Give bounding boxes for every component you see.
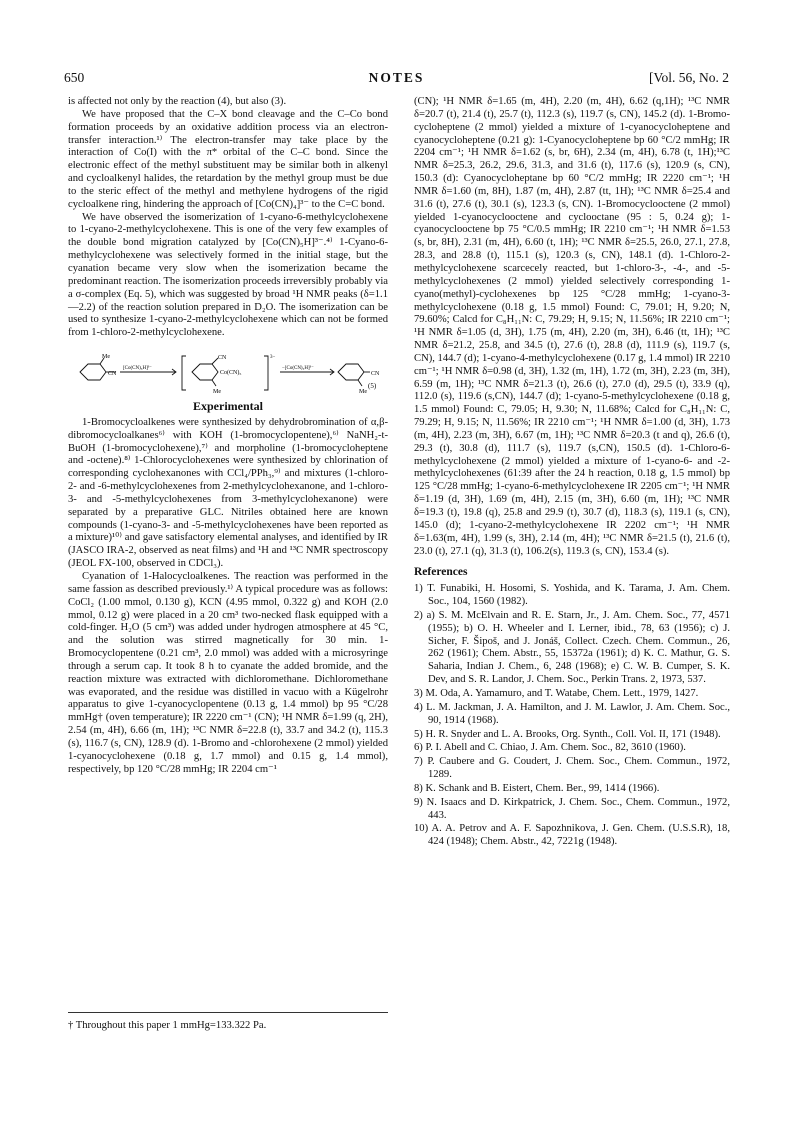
charge-label: 3− [270, 355, 276, 361]
reference-item: 5) H. R. Snyder and L. A. Brooks, Org. Synth., Coll. Vol. II, 171 (1948). [414, 728, 721, 740]
reference-item: 9) N. Isaacs and D. Kirkpatrick, J. Chem. Soc., Chem. Commun., 1972, 443. [414, 796, 730, 821]
reference-item: 10) A. A. Petrov and A. F. Sapozhnikova, J. Gen. Chem. (U.S.S.R), 18, 424 (1948); Chem. Abstr., 42, 7221g (1948). [414, 823, 730, 848]
paragraph: We have proposed that the C–X bond cleavage and the C–Co bond formation proceeds by an oxidative addition process via an electron-transfer interaction.¹⁾ The electron-transfer may take place by the interaction of Co(I) with the π* orbital of the C–C bond. Since the electronic effect of the methyl substituent may be similar both in alkenyl and cycloalkenyl halides, the retardation by the methyl group must be due to the steric effect of the methyl and methylene hydrogens of the rigid cycloalkene ring, hindering the approach of [Co(CN)₄]³⁻ to the C=C bond. [68, 108, 388, 210]
cyclohexene-ring-3 [338, 364, 364, 380]
footnote-divider [68, 1012, 388, 1013]
reference-item: 1) T. Funabiki, H. Hosomi, S. Yoshida, and K. Tarama, J. Am. Chem. Soc., 104, 1560 (1982). [414, 583, 730, 608]
volume-info: [Vol. 56, No. 2 [648, 70, 729, 85]
reference-list [414, 583, 730, 849]
right-column [414, 96, 730, 850]
reference-item: 2) a) S. M. McElvain and R. E. Starn, Jr., J. Am. Chem. Soc., 77, 4571 (1955); b) O. H. Wheeler and I. Lerner, ibid., 78, 63 (1956); c) J. Sicher, F. Šipoš, and J. Jonáš, Collect. Czech. Chem. Commun., 26, 262 (1961); Chem. Abstr., 55, 15372a (1961); d) K. C. Mathur, G. S. Saharia, Indian J. Chem., 6, 248 (1968); e) C. W. B. Cumper, S. K. Dev, and S. R. Landor, J. Chem. Soc., Perkin Trans. 2, 1973, 537. [414, 609, 730, 686]
paragraph: is affected not only by the reaction (4), but also (3). [68, 96, 287, 107]
methyl-label: Me [102, 354, 110, 361]
methyl-label: Me [359, 389, 367, 395]
catalyst-label: [Co(CN)₅H]³⁻ [123, 366, 152, 372]
paragraph: Cyanation of 1-Halocycloalkenes. The reaction was performed in the same fassion as described previously.¹⁾ A typical procedure was as follows: CoCl₂ (1.00 mmol, 0.130 g), KCN (4.95 mmol, 0.322 g) and KOH (2.0 mmol, 0.12 g) were placed in a 20 cm³ two-necked flask equipped with a cold-finger. H₂O (5 cm³) was added under hydrogen atmosphere at 45 °C, and the solution was stirred magnetically for 30 min. 1-Bromocyclopentene (0.21 cm³, 2.0 mmol) was added with a microsyringe through a serum cap. It took 8 h to cyanate the added bromide, and the reaction mixture was extracted with dichloromethane. Dichloromethane was evaporated, and the residue was distilled in vacuo with a Kügelrohr apparatus to give 1-cyanocyclopentene (0.13 g, 1.4 mmol) bp 95 °C/28 mmHg† (oven temperature); IR 2220 cm⁻¹ (CN); ¹H NMR δ=1.99 (q, 2H), 2.54 (m, 4H), 6.66 (m, 1H); ¹³C NMR δ=22.8 (t), 33.7 and 34.2 (t), 115.3 (s), 116.7 (s, CN), 128.9 (d). 1-Bromo and -chlorohexene (2 mmol) yielded 1-cyanocyclohexene (0.18 g, 1.7 mmol) and 0.15 g, 1.4 mmol), respectively, bp 120 °C/28 mmHg; IR 2204 cm⁻¹ [68, 571, 388, 775]
paragraph: (CN); ¹H NMR δ=1.65 (m, 4H), 2.20 (m, 4H), 6.62 (q,1H); ¹³C NMR δ=20.7 (t), 21.4 (t), 25.7 (t), 112.3 (s), 119.7 (s, CN), 145.2 (d). 1-Bromo-cycloheptene (2 mmol) yielded a mixture of 1-cyanocycloheptene and cyanocycloheptene (0.21 g): 1-Cyanocycloheptene bp 60 °C/2 mmHg; IR 2204 cm⁻¹; ¹H NMR δ=1.62 (s, br, 6H), 2.34 (m, 4H), 6.78 (t, 1H);¹³C NMR δ=25.3, 26.2, 29.6, 31.3, and 31.6 (t), 117.6 (s), 120.9 (s, CN), 150.3 (d): Cyanocycloheptane bp 60 °C/2 mmHg; IR 2220 cm⁻¹; ¹H NMR δ=1.60 (m, 8H), 1.87 (m, 4H), 2.87 (tt, 1H); ¹³C NMR δ=25.4 and 31.6 (t), 27.6 (t), 30.1 (s), 123.3 (s, CN). 1-Bromocyclooctene (2 mmol) yielded 1-cyanocyclooctene and cyclooctane (95 : 5, 0.24 g); 1-cyanocyclooctene bp 75 °C/0.5 mmHg; IR 2210 cm⁻¹; ¹H NMR δ=1.53 (s, br, 8H), 2.31 (m, 4H), 6.60 (t, 1H); ¹³C NMR δ=25.5, 26.0, 27.1, 27.8, 28.3, and 28.8 (t), 115.1 (s), 120.3 (s, CN), 148.1 (d). 1-Chloro-2-methylcyclohexene scarcecely reacted, but 1-chloro-3-, -4-, and -5-methylcyclohexenes (2 mmol) yielded selectively corresponding 1-cyano(methyl)-cyclohexenes bp 125 °C/28 mmHg; 1-cyano-3-methylcyclohexene (0.18 g, 1.5 mmol) Found: C, 79.01; H, 9.20; N, 79.60%; Calcd for C₈H₁₁N: C, 79.29; H, 9.15; N, 11.56%; IR 2210 cm⁻¹; ¹H NMR δ=1.05 (d, 3H), 1.75 (m, 4H), 2.20 (m, 3H), 6.46 (tt, 1H); ¹³C NMR δ=21.2, 25.8, and 34.5 (t), 27.6 (t), 28.8 (d), 111.9 (s), 119.7 (s, CN), 144.7 (d); 1-cyano-4-methylcyclohexene (0.17 g, 1.4 mmol) IR 2210 cm⁻¹; ¹H NMR δ=0.98 (d, 3H), 1.32 (m, 1H), 1.72 (m, 3H), 2.23 (m, 3H), 6.59 (m, 1H); ¹³C NMR δ=21.3 (t), 26.6 (t), 27.0 (d), 29.5 (t), 33.9 (q), 112.0 (s), 119.6 (s,CN), 144.7 (d); 1-cyano-5-methylcyclohexene (0.18 g, 1.5 mmol) Found: C, 79.05; H, 9.30; N, 11.68%; Calcd for C₈H₁₁N: C, 79.29; H, 9.15; N, 11.56%; IR 2210 cm⁻¹; ¹H NMR δ=1.00 (d, 3H), 1.73 (m, 4H), 2.23 (m, 3H), 6.67 (m, 1H); ¹³C NMR δ=20.3 (t and q), 26.6 (t), 29.3 (t), 30.8 (d), 111.7 (s), 119.7 (s,CN), 150.5 (d). 1-Chloro-6-methylcyclohexene (2 mmol) yielded a mixture of 1-cyano-6- and -2-methylcyclohexenes (61:39 after the 24 h reaction, 0.18 g, 1.5 mmol) bp 125 °C/28 mmHg; 1-cyano-6-methylcyclohexene IR 2205 cm⁻¹; ¹H NMR δ=1.19 (d, 3H), 1.69 (m, 4H), 2.15 (m, 3H), 6.60 (m, 1H); ¹³C NMR δ=19.3 (t), 19.8 (q), 25.8 and 29.9 (t), 30.7 (d), 118.3 (s), 119.1 (s, CN), 145.0 (d); 1-cyano-2-methylcyclohexene IR 2202 cm⁻¹; ¹H NMR δ=1.63(m, 4H), 1.99 (s, 3H), 2.14 (m, 4H); ¹³C NMR δ=21.5 (t), 21.6 (t), 23.0 (t), 27.1 (q), 31.3 (t), 106.2(s), 119.3 (s, CN), 153.4 (s). [414, 96, 730, 557]
cyclohexane-ring-2 [192, 364, 218, 380]
left-column [68, 96, 388, 777]
running-header [64, 70, 729, 90]
reference-item: 7) P. Caubere and G. Coudert, J. Chem. Soc., Chem. Commun., 1972, 1289. [414, 756, 730, 781]
journal-section-title: NOTES [368, 70, 425, 85]
paragraph: 1-Bromocycloalkenes were synthesized by dehydrobromination of α,β-dibromocycloalkanes⁶⁾ with KOH (1-bromocyclopentene),⁶⁾ NaNH₂-t-BuOH (1-bromocyclohexene),⁷⁾ and morpholine (1-bromocycloheptene and -octene).⁸⁾ 1-Chlorocyclohexenes were synthesized by chlorination of corresponding cyclohexanones with CCl₄/PPh₃,⁹⁾ and mixtures (1-chloro-2- and -6-methylcyclohexenes from 2-methylcyclohexanone, and 1-chloro-3- and -5-methylcyclohexenes from 3-methylcyclohexanone) were separated by a preparative GLC. Nitriles obtained here are known compounds (1-cyano-3- and -5-methylcyclohexenes have been reported as a mixture)¹⁰⁾ and gave satisfactory elemental analyses, and identified by IR (JASCO IRA-2, observed as neat films) and ¹H and ¹³C NMR spectroscopy (JEOL FX-100, observed in CDCl₃). [68, 416, 388, 570]
cobalt-complex-label: Co(CN)₅ [220, 370, 242, 377]
reference-item: 6) P. I. Abell and C. Chiao, J. Am. Chem. Soc., 82, 3610 (1960). [414, 742, 686, 754]
reference-item: 8) K. Schank and B. Eistert, Chem. Ber., 99, 1414 (1966). [414, 782, 660, 794]
section-heading: Experimental [193, 399, 263, 414]
section-heading: References [414, 566, 468, 579]
cyano-label: CN [371, 371, 380, 378]
bracket-left [182, 356, 186, 390]
cyclohexene-ring-1 [80, 364, 106, 380]
paragraph: We have observed the isomerization of 1-cyano-6-methylcyclohexene to 1-cyano-2-methylcyclohexene. This is one of the very few examples of the double bond migration catalyzed by [Co(CN)₅H]³⁻.⁴⁾ 1-Cyano-6-methylcyclohexene was selectively formed in the initial stage, but the cyanation became very slow when the isomerization became the predominant reaction. The isomerization proceeds irreversibly probably via a σ-complex (Eq. 5), which was suggested by broad ¹H NMR peaks (δ=1.1—2.2) of the reaction solution prepared in D₂O. The isomerization can be used to synthesize 1-cyano-2-methylcyclohexene which can not be formed from 1-chloro-2-methylcyclohexene. [68, 211, 388, 339]
cyano-label: CN [108, 371, 117, 378]
reaction-scheme [68, 350, 388, 394]
cyano-label: CN [218, 355, 227, 362]
reference-item: 4) L. M. Jackman, J. A. Hamilton, and J. M. Lawlor, J. Am. Chem. Soc., 90, 1914 (1968). [414, 701, 730, 726]
bracket-right [264, 356, 268, 390]
equation-number: (5) [368, 382, 377, 391]
reaction-scheme-graphic [68, 350, 388, 394]
elimination-label: −[Co(CN)₅H]³⁻ [282, 366, 314, 372]
page-number: 650 [64, 70, 85, 85]
reference-item: 3) M. Oda, A. Yamamuro, and T. Watabe, Chem. Lett., 1979, 1427. [414, 687, 699, 699]
methyl-label: Me [213, 389, 221, 395]
footnote: † Throughout this paper 1 mmHg=133.322 Pa. [68, 1020, 267, 1031]
